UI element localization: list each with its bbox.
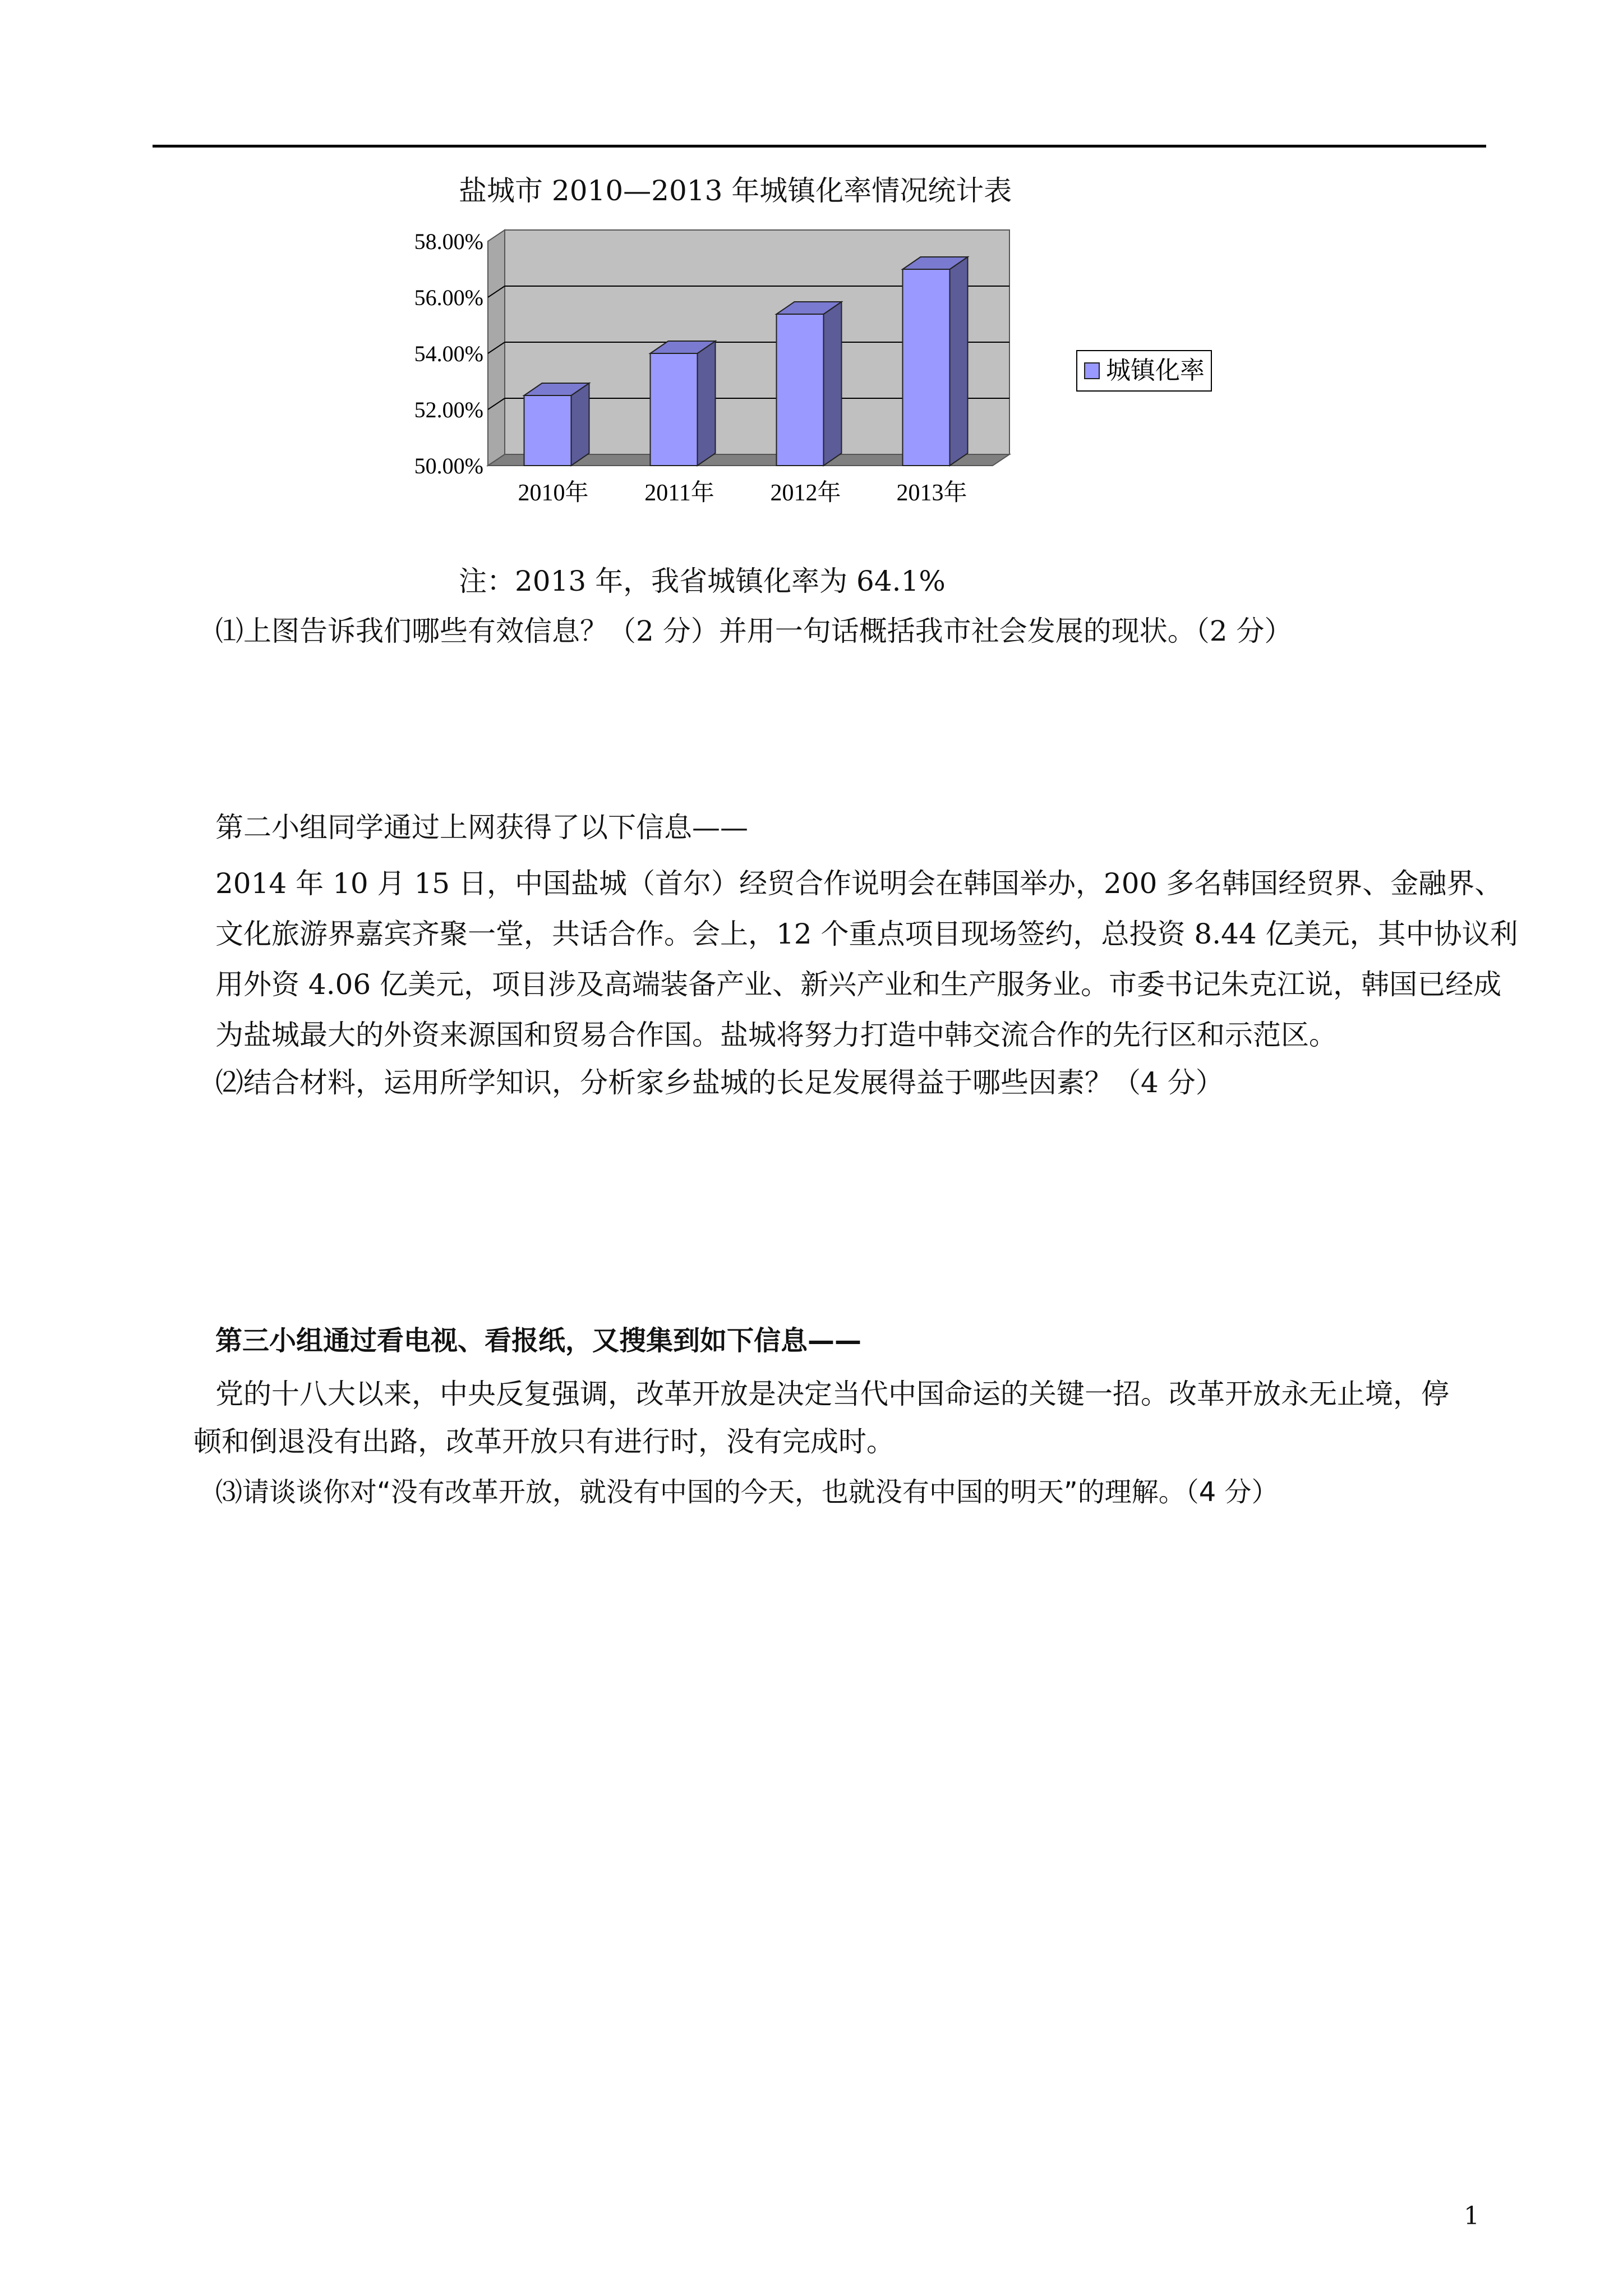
x-tick-label: 2013年 (896, 480, 967, 506)
legend-label: 城镇化率 (1106, 356, 1205, 385)
y-tick-label: 54.00% (414, 341, 483, 366)
legend-swatch (1085, 363, 1099, 379)
x-tick-label: 2011年 (644, 480, 714, 506)
bar-side (950, 257, 968, 466)
bar-side (824, 302, 842, 466)
group2-line: 文化旅游界嘉宾齐聚一堂，共话合作。会上，12 个重点项目现场签约，总投资 8.44 亿美元，其中协议利 (215, 918, 1518, 950)
y-tick-label: 58.00% (414, 229, 483, 254)
group3-line: 顿和倒退没有出路，改革开放只有进行时，没有完成时。 (193, 1425, 895, 1458)
bar-front (777, 314, 824, 466)
question-1: ⑴上图告诉我们哪些有效信息？（2 分）并用一句话概括我市社会发展的现状。（2 分） (215, 615, 1293, 647)
group2-paragraph (215, 858, 1518, 1060)
chart-note: 注：2013 年，我省城镇化率为 64.1% (459, 565, 946, 597)
y-tick-label: 56.00% (414, 285, 483, 310)
urbanization-bar-chart (381, 213, 1245, 527)
page-number: 1 (1464, 2202, 1479, 2230)
group3-line: 党的十八大以来，中央反复强调，改革开放是决定当代中国命运的关键一招。改革开放永无止境，停 (215, 1378, 1449, 1410)
bar-front (651, 353, 698, 466)
x-tick-label: 2010年 (518, 480, 589, 506)
group2-line: 为盐城最大的外资来源国和贸易合作国。盐城将努力打造中韩交流合作的先行区和示范区。 (215, 1019, 1337, 1051)
y-tick-label: 52.00% (414, 397, 483, 422)
bar-front (524, 395, 571, 466)
bar-front (903, 269, 950, 466)
group2-line: 用外资 4.06 亿美元，项目涉及高端装备产业、新兴产业和生产服务业。市委书记朱克江说，韩国已经成 (215, 968, 1502, 1001)
question-3: ⑶请谈谈你对“没有改革开放，就没有中国的今天，也就没有中国的明天”的理解。（4 分） (215, 1476, 1279, 1508)
group3-intro: 第三小组通过看电视、看报纸，又搜集到如下信息—— (215, 1325, 862, 1356)
group2-intro: 第二小组同学通过上网获得了以下信息—— (215, 811, 748, 844)
group2-line: 2014 年 10 月 15 日，中国盐城（首尔）经贸合作说明会在韩国举办，200 多名韩国经贸界、金融界、 (215, 867, 1503, 900)
y-tick-label: 50.00% (414, 453, 483, 478)
x-tick-label: 2012年 (770, 480, 841, 506)
bar-side (571, 383, 589, 466)
header-rule (153, 145, 1486, 148)
question-2: ⑵结合材料，运用所学知识，分析家乡盐城的长足发展得益于哪些因素？（4 分） (215, 1066, 1224, 1099)
bar-side (698, 341, 716, 466)
chart-title: 盐城市 2010—2013 年城镇化率情况统计表 (459, 174, 1012, 207)
